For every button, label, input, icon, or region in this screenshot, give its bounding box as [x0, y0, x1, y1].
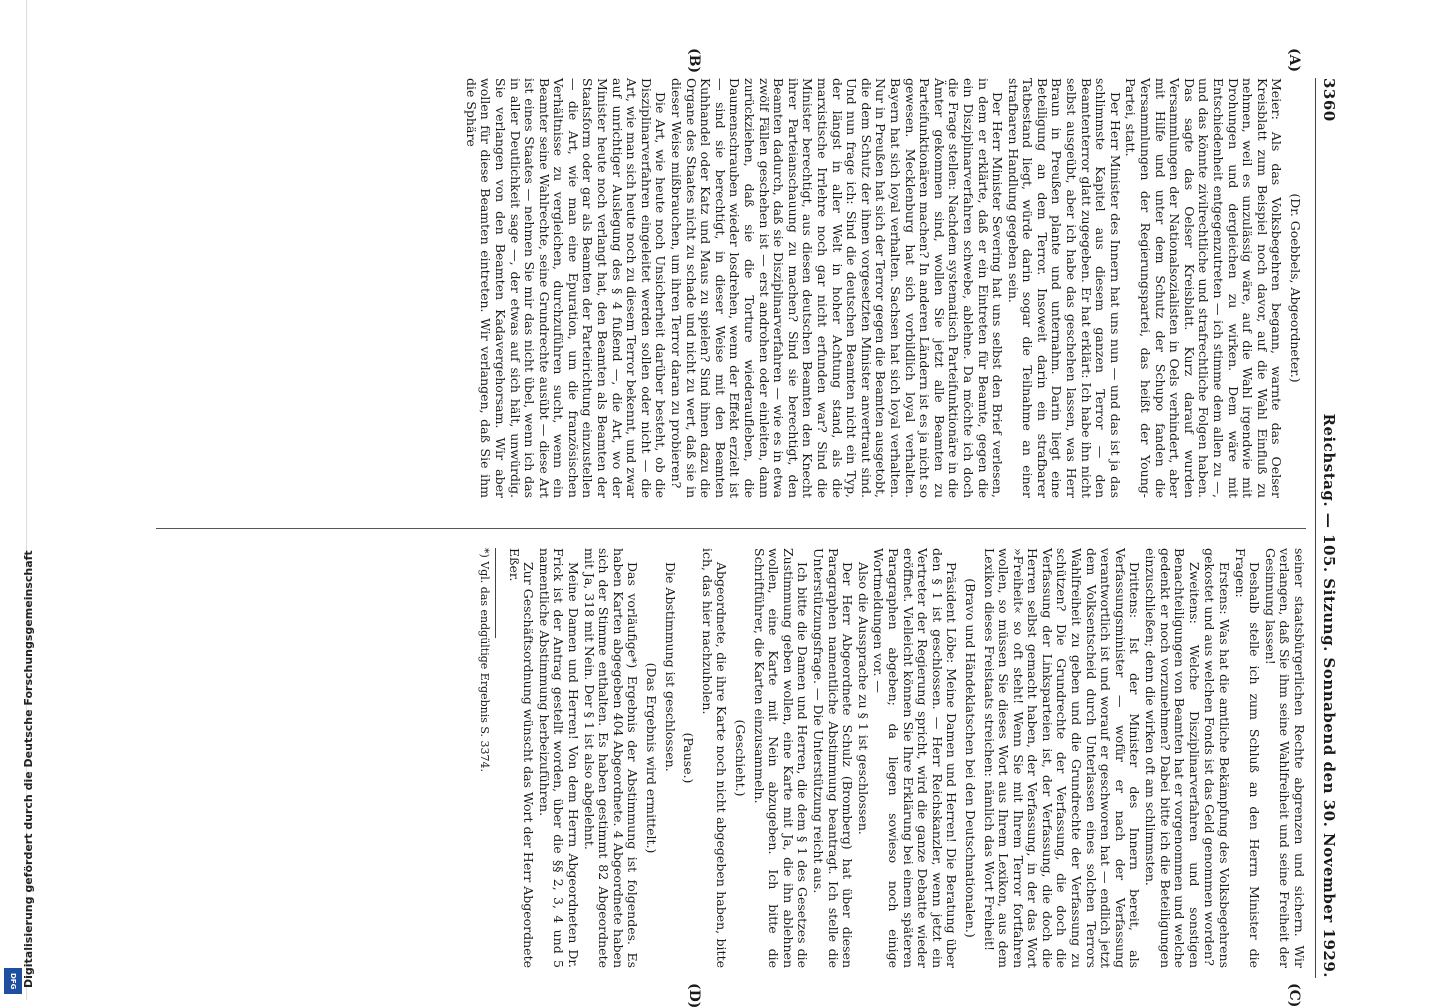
paragraph: Deshalb stelle ich zum Schluß an den Herrn Minister die Fragen: — [1232, 548, 1263, 968]
column-right — [476, 548, 1306, 968]
paragraph: seiner staatsbürgerlichen Rechte abgrenzen und sichern. Wir verlangen, daß Sie ihm seine Wahlfreiheit und seine Freiheit der Gesinnung lassen! — [1262, 548, 1307, 968]
interjection: (Pause.) — [681, 732, 697, 784]
page-number: 3360 — [1320, 78, 1338, 122]
column-left — [462, 78, 1306, 498]
running-title: Reichstag. — 105. Sitzung. Sonnabend den 30. November 1929. — [1320, 413, 1338, 978]
footnote: *) Vgl. das endgültige Ergebnis S. 3374. — [478, 548, 492, 773]
page-header — [1315, 78, 1342, 978]
paragraph: Präsident Löbe: Meine Damen und Herren! Die Beratung über den § 1 ist geschlossen. — Herr Reichskanzler, wenn jetzt ein Vertreter der Regierung spricht, wird die ganze Debatte wieder eröffnet. Vielleicht können Sie Ihre Erklärung bei einem späteren Paragraphen abgeben; da liegen sowieso noch einige Wortmeldungen vor. — — [871, 548, 960, 968]
margin-marker-b: (B) — [686, 48, 702, 74]
interjection: (Geschieht.) — [733, 719, 749, 797]
paragraph: Die Art, wie heute noch Unsicherheit darüber besteht, ob die Disziplinarverfahren eingeleitet werden sollen oder nicht — die Art, wie man sich heute noch zu diesem Terror bekennt, und zwar auf unrichtiger Auslegung des § 4 fußend —, die Art, wo der Minister heute noch verlangt hat, den Beamten als Beamten der Staatsform oder gar als Beamten der Parteirichtung einzustellen — die Art, wie man eine Epuration, um die französischen Verhältnisse zu vergleichen, durchzuführen sucht, wenn ein Beamter seine Wahlrechte, seine Grundrechte ausübt — diese Art ist eines Staates — nehmen Sie mir das nicht übel, wenn ich das in aller Deutlichkeit sage —, der etwas auf sich hält, unwürdig. Sie verlangen von den Beamten Kadavergehorsam. Wir aber wollen für diese Beamten eintreten. Wir verlangen, daß Sie ihm die Sphäre — [463, 78, 669, 498]
paragraph: Meier: Als das Volksbegehren begann, warnte das Oelser Kreisblatt zum Beispiel noch davor, auf die Wahl Einfluß zu nehmen, weil es unzulässig wäre, auf die Wahl irgendwie mit Drohungen und dergleichen zu wirken. Dem wäre mit Entschiedenheit entgegenzutreten — ich stimme dem allen zu —, und das könnte zivilrechtliche und strafrechtliche Folgen haben. Das sagte das Oelser Kreisblatt. Kurz darauf wurden Versammlungen der Nationalsozialisten in Oels verhindert, aber mit Hilfe und unter dem Schutz der Schupo fanden die Versammlungen der Regierungspartei, das heißt der Young-Partei, statt. — [1123, 78, 1285, 498]
margin-marker-a: (A) — [1286, 48, 1302, 73]
paragraph: Also die Aussprache zu § 1 ist geschlossen. — [855, 562, 871, 835]
paragraph: Zur Geschäftsordnung wünscht das Wort der Herr Abgeordnete Eßer. — [506, 548, 537, 968]
interjection: (Bravo und Händeklatschen bei den Deutschnationalen.) — [962, 578, 978, 938]
paragraph: Die Abstimmung ist geschlossen. — [662, 562, 678, 772]
dfg-logo: DFG — [4, 968, 22, 994]
paragraph: Abgeordnete, die ihre Karte noch nicht abgegeben haben, bitte ich, das hier nachzuholen. — [699, 548, 730, 968]
paragraph: Ich bitte die Damen und Herren, die dem § 1 des Gesetzes die Zustimmung geben wollen, eine Karte mit Ja, die ihn ablehnen wollen, eine Karte mit Nein abzugeben. Ich bitte die Schriftführer, die Karten einzusammeln. — [751, 548, 811, 968]
paragraph: Zweitens: Welche Disziplinarverfahren und sonstigen Benachteiligungen von Beamten hat er vorgenommen und welche gedenkt er noch vorzunehmen? Dabei bitte ich die Beteiligungen einzuschließen; denn die wirken oft am schlimmsten. — [1143, 548, 1202, 968]
paragraph: Der Herr Minister Severing hat uns selbst den Brief verlesen, in dem er erklärte, daß er ein Eintreten für Beamte, gegen die ein Disziplinarverfahren schwebe, ablehne. Da möchte ich doch die Frage stellen: Nachdem systematisch Parteifunktionäre in die Ämter gekommen sind, wollen Sie jetzt alle Beamten zu Parteifunktionären machen? In anderen Ländern ist es ja nicht so gewesen. Mecklenburg hat sich vorbildlich loyal verhalten. Bayern hat sich loyal verhalten. Sachsen hat sich loyal verhalten. Nur in Preußen hat sich der Terror gegen die Beamten ausgetobt, die dem Schutz der ihnen vorgesetzten Minister anvertraut sind. Und nun frage ich: Sind die deutschen Beamten nicht ein Typ, der längst in aller Welt in hoher Achtung stand, als die marxistische Irrlehre noch gar nicht erfunden war? Sind die Minister berechtigt, aus diesen deutschen Beamten den Knecht ihrer Parteianschauung zu machen? Sind sie berechtigt, den Beamten dadurch, daß sie Disziplinarverfahren — wie es in etwa zwölf Fällen geschehen ist — erst androhen oder einleiten, dann zurückziehen, daß sie die Torture wiederaufleben, die Daumenschrauben wieder losdrehen, wenn der Effekt erzielt ist — sind sie berechtigt, in dieser Weise mit den Beamten Kuhhandel oder Katz und Maus zu spielen? Sind ihnen dazu die Organe des Staates nicht zu schade und nicht zu wert, daß sie in dieser Weise mißbrauchen, um ihren Terror daran zu probieren? — [669, 78, 1006, 498]
paragraph: Der Herr Minister des Innern hat uns nun — und das ist ja das schlimmste Kapitel aus diesem ganzen Terror — den Beamtenterror glatt zugegeben. Er hat erklärt: Ich habe ihn nicht selbst ausgeübt, aber ich habe das geschehen lassen, was Herr Braun in Preußen plante und unternahm. Darin liegt eine Beteiligung an dem Terror. Insoweit darin ein strafbarer Tatbestand liegt, würde darin sogar die Teilnahme an einer strafbaren Handlung gegeben sein. — [1005, 78, 1123, 498]
margin-marker-c: (C) — [1286, 983, 1302, 1008]
paragraph: Erstens: Was hat die amtliche Bekämpfung des Volksbegehrens gekostet und aus welchen Fonds ist das Geld genommen worden? — [1202, 548, 1233, 968]
footnote-rule — [495, 548, 496, 638]
paragraph: Drittens: Ist der Minister des Innern bereit, als Verfassungsminister — wofür er nach der Verfassung verantwortlich ist und worauf er geschworen hat — endlich jetzt dem Volksentscheid durch Unterlassen eines solchen Terrors Wahlfreiheit zu geben und die Grundrechte der Verfassung zu schützen? Die Grundrechte der Verfassung, die doch die Verfassung der Linksparteien ist, der Verfassung, die doch die Herren selbst gemacht haben, der Verfassung, in der das Wort »Freiheit« so oft steht! Wenn Sie mit Ihrem Terror fortfahren wollen, so müssen Sie dieses Wort aus Ihrem Lexikon, aus dem Lexikon dieses Freistaats streichen: nämlich das Wort Freiheit! — [981, 548, 1143, 968]
column-divider — [156, 528, 1306, 529]
rotated-page-content — [112, 48, 1342, 1008]
funding-note: Digitalisierung gefördert durch die Deutsche Forschungsgemeinschaft — [22, 550, 35, 988]
paragraph: Das vorläufige*) Ergebnis der Abstimmung ist folgendes. Es haben Karten abgegeben 404 Abgeordnete. 4 Abgeordnete haben sich der Stimme enthalten. Es haben gestimmt 82 Abgeordnete mit Ja, 318 mit Nein. Der § 1 ist also abgelehnt. — [581, 548, 641, 968]
interjection: (Das Ergebnis wird ermittelt.) — [644, 662, 660, 854]
paragraph: Meine Damen und Herren! Von dem Herrn Abgeordneten Dr. Frick ist der Antrag gestellt worden, über die §§ 2, 3, 4 und 5 namentliche Abstimmung herbeizuführen. — [536, 548, 582, 968]
paragraph: Der Herr Abgeordnete Schulz (Bromberg) hat über diesen Paragraphen namentliche Abstimmung beantragt. Ich stelle die Unterstützungsfrage. — Die Unterstützung reicht aus. — [811, 548, 856, 968]
speaker-line: (Dr. Goebbels, Abgeordneter.) — [1288, 193, 1303, 383]
margin-marker-d: (D) — [686, 983, 702, 1008]
